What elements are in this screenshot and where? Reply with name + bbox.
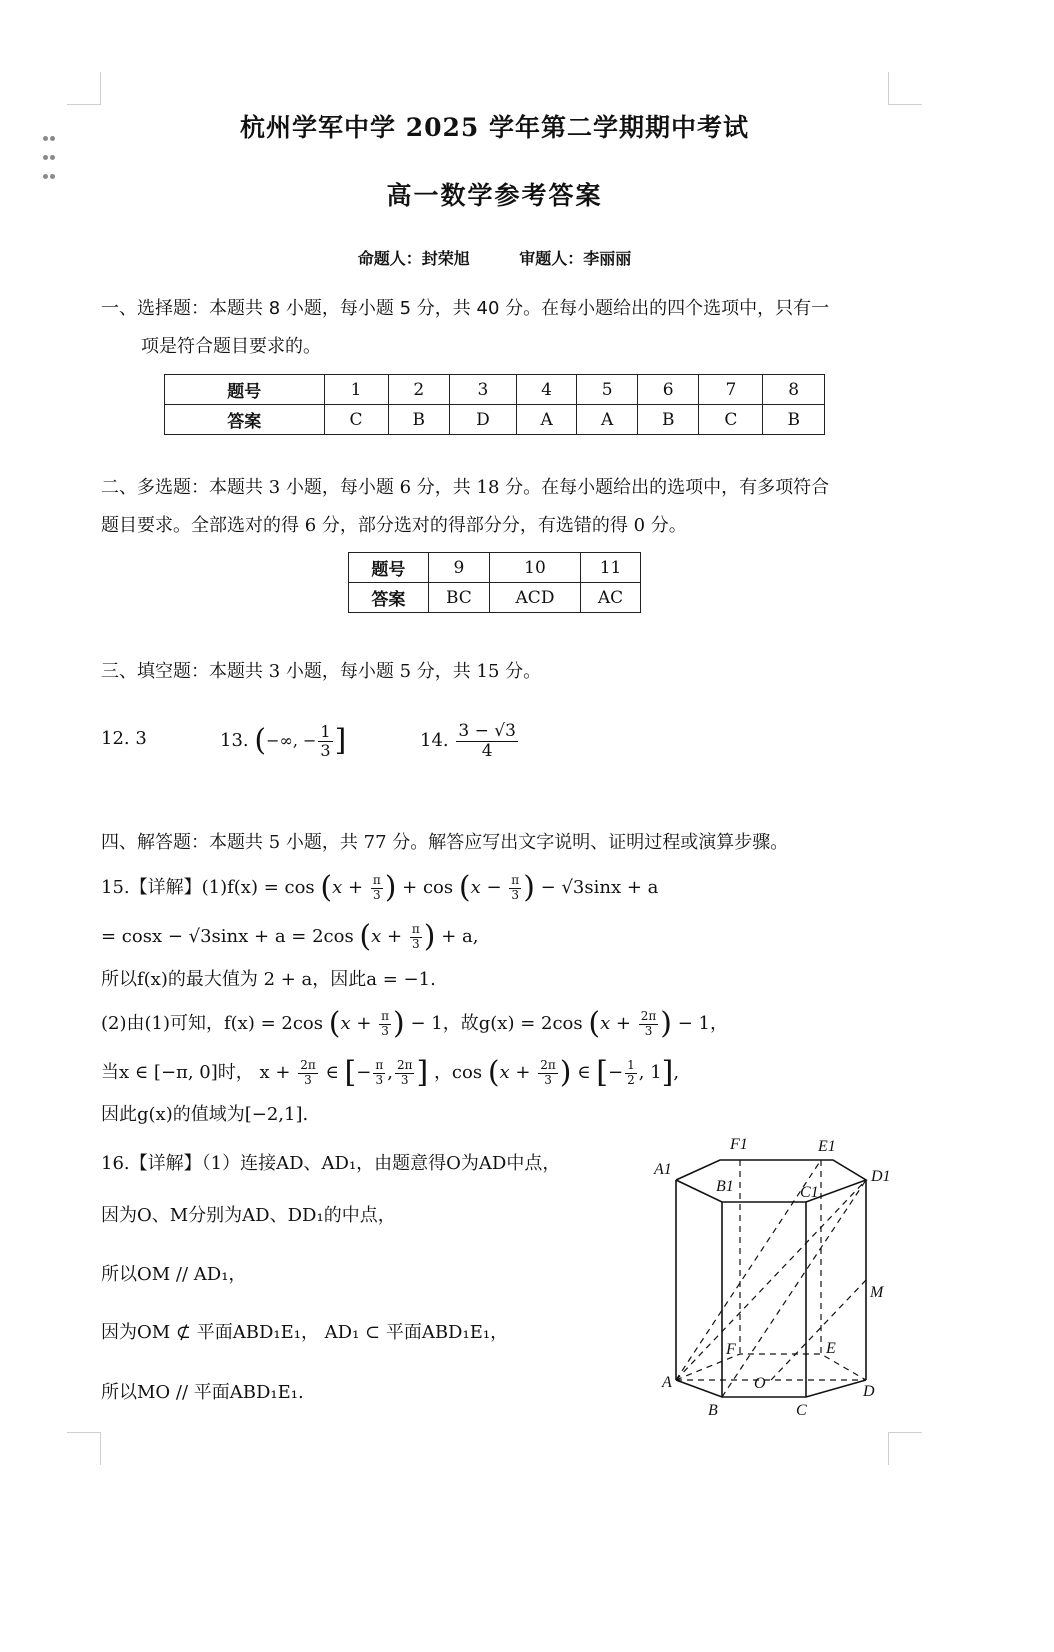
table-cell: B [388,405,450,435]
answer-14-fraction [456,722,518,760]
paren-open: ( [588,1006,601,1041]
denominator: 3 [381,1023,389,1038]
fraction [538,1059,558,1086]
label-B: B [708,1402,718,1419]
q16-line2: 因为O、M分别为AD、DD₁的中点， [101,1205,396,1226]
section2-heading [101,469,901,545]
answer-14 [420,714,520,768]
denominator: 3 [375,1072,384,1087]
answer-14-label: 14. [420,730,449,751]
section1-heading-line1: 一、选择题：本题共 8 小题，每小题 5 分，共 40 分。在每小题给出的四个选项中，只有一 [101,298,830,319]
bracket-open: [ [344,1055,357,1090]
q15-expr: 当x ∈ [−π, 0]时， x + [101,1062,291,1083]
crop-mark [888,72,889,105]
paren-close: ) [559,1055,572,1090]
answer-13-label: 13. [220,730,249,751]
label-A: A [662,1374,672,1391]
hidden-edge [722,1180,866,1397]
fraction [625,1059,637,1086]
q15-expr: = cosx − √3sinx + a = 2cos [101,926,354,947]
numerator: 1 [320,721,331,741]
q16-line5: 所以MO // 平面ABD₁E₁. [101,1382,304,1403]
fraction [379,1010,391,1037]
bracket-close: ] [661,1055,674,1090]
table-row-questions [349,553,641,583]
table-header-cell: 答案 [165,405,325,435]
table-cell: B [763,405,825,435]
q15-expr: x + [332,877,364,898]
q15-expr: ∈ [325,1062,339,1083]
q15-line6: 因此g(x)的值域为[−2,1]. [101,1104,309,1125]
crop-mark [888,1432,922,1433]
table-cell: 10 [489,553,580,583]
table-header-cell: 答案 [349,583,429,613]
label-E: E [826,1340,836,1357]
q15-expr: − 1， [677,1013,729,1034]
table-cell: D [450,405,517,435]
label-M: M [870,1284,884,1301]
section1-heading-line2: 项是符合题目要求的。 [141,336,321,357]
fraction [395,1059,415,1086]
crop-mark [67,104,101,105]
numerator: 3 − √3 [458,720,516,741]
q15-expr: , [673,1062,680,1083]
table-cell: 9 [428,553,489,583]
table-cell: 2 [388,375,450,405]
denominator: 3 [400,1072,409,1087]
page-title: 杭州学军中学 2025 学年第二学期期中考试 [240,113,749,142]
q15-expr: − √3sinx + a [540,877,659,898]
crop-mark [67,1432,101,1433]
label-E1: E1 [818,1138,836,1155]
denominator: 3 [411,936,420,951]
numerator: 2π [640,1009,657,1024]
fraction [639,1010,659,1037]
table-cell: 8 [763,375,825,405]
fraction [373,1059,385,1086]
paren-close: ) [423,919,436,954]
q15-prefix: 15.【详解】(1) [101,877,228,898]
label-O: O [754,1375,766,1392]
q15-expr: x + [600,1013,632,1034]
table-cell: 6 [637,375,699,405]
label-F: F [726,1341,736,1358]
q15-expr: − [608,1062,624,1083]
answer-13-text: −∞, − [266,731,317,750]
numerator: π [381,1009,390,1024]
q16-line3: 所以OM // AD₁， [101,1264,247,1285]
q15-line5 [101,1053,679,1093]
table-cell: 11 [581,553,641,583]
bracket-close: ] [416,1055,429,1090]
fraction [410,923,422,950]
q15-line1 [101,868,658,908]
q15-expr: f(x) = cos [227,877,315,898]
q16-line1: 16.【详解】（1）连接AD、AD₁，由题意得O为AD中点， [101,1153,561,1174]
section2-heading-line2: 题目要求。全部选对的得 6 分，部分选对的得部分分，有选错的得 0 分。 [101,515,687,536]
reviewer-label: 审题人：李丽丽 [519,249,632,268]
table-cell: C [699,405,763,435]
q15-expr: (2)由(1)可知，f(x) = 2cos [101,1013,323,1034]
label-C1: C1 [800,1184,819,1201]
q15-expr: , [387,1062,393,1083]
bracket-open: [ [596,1055,609,1090]
table-cell: B [637,405,699,435]
denominator: 3 [511,887,520,902]
q15-expr: + cos [402,877,454,898]
bracket-open: ( [254,723,267,758]
table-cell: AC [581,583,641,613]
page-subtitle: 高一数学参考答案 [386,181,603,210]
bracket-close: ] [334,723,347,758]
hidden-edge [676,1180,866,1380]
table-cell: 3 [450,375,517,405]
denominator: 3 [320,740,331,760]
numerator: 2π [396,1058,413,1073]
paren-open: ( [487,1055,500,1090]
table-row-answers [349,583,641,613]
label-F1: F1 [730,1136,748,1153]
section2-answer-table [348,552,641,613]
section1-answer-table [164,374,825,435]
numerator: 2π [540,1058,556,1073]
table-cell: A [516,405,577,435]
table-cell: A [577,405,638,435]
numerator: π [511,873,520,888]
section2-heading-line1: 二、多选题：本题共 3 小题，每小题 6 分，共 18 分。在每小题给出的选项中，有多项符合 [101,477,830,498]
author-label: 命题人：封荣旭 [357,249,470,268]
hexagonal-prism-figure [640,1125,900,1425]
denominator: 3 [304,1072,312,1087]
label-B1: B1 [716,1178,734,1195]
q15-line2 [101,917,478,957]
paren-open: ( [359,919,372,954]
denominator: 3 [644,1023,653,1038]
section4-heading: 四、解答题：本题共 5 小题，共 77 分。解答应写出文字说明、证明过程或演算步骤。 [101,832,789,853]
q15-expr: x + [499,1062,531,1083]
label-D1: D1 [871,1168,891,1185]
table-header-cell: 题号 [349,553,429,583]
paren-close: ) [384,870,397,905]
fraction [371,874,383,901]
q15-expr: x + [371,926,403,947]
q15-expr: ∈ [577,1062,591,1083]
paren-close: ) [393,1006,405,1041]
crop-mark [100,1432,101,1465]
numerator: π [372,873,381,888]
table-cell: 4 [516,375,577,405]
label-C: C [796,1402,807,1419]
q15-expr: ，cos [433,1062,483,1083]
paren-open: ( [458,870,471,905]
crop-mark [888,1432,889,1465]
denominator: 3 [544,1072,552,1087]
numerator: 2π [300,1058,316,1073]
q15-expr: − 1，故g(x) = 2cos [410,1013,583,1034]
table-row-questions [165,375,825,405]
q15-expr: − [356,1062,372,1083]
numerator: π [375,1058,384,1073]
q15-line4 [101,1004,728,1044]
label-A1: A1 [654,1161,672,1178]
table-cell: ACD [489,583,580,613]
fraction [298,1059,318,1086]
q16-line4: 因为OM ⊄ 平面ABD₁E₁， AD₁ ⊂ 平面ABD₁E₁， [101,1322,509,1343]
answer-12: 12. 3 [101,728,147,749]
paren-close: ) [523,870,535,905]
denominator: 2 [627,1072,635,1087]
q15-expr: x + [340,1013,372,1034]
crop-mark [100,72,101,105]
table-cell: BC [428,583,489,613]
crop-mark [888,104,922,105]
paren-close: ) [660,1006,673,1041]
prism-edge [676,1160,866,1202]
q15-expr: x − [470,877,502,898]
numerator: π [411,922,420,937]
q15-expr: , 1 [638,1062,662,1083]
section1-heading [101,290,901,366]
answer-13-fraction [318,723,332,759]
table-cell: 7 [699,375,763,405]
table-row-answers [165,405,825,435]
hidden-edge [771,1280,866,1380]
paren-open: ( [320,870,333,905]
table-cell: 5 [577,375,638,405]
prism-edge [676,1380,866,1397]
paren-open: ( [328,1006,341,1041]
label-D: D [863,1383,875,1400]
q15-expr: + a, [441,926,479,947]
table-cell: C [324,405,388,435]
authors-line [0,246,989,269]
table-cell: 1 [324,375,388,405]
hidden-edge [676,1354,866,1380]
fraction [509,874,521,901]
numerator: 1 [627,1058,635,1073]
answer-13 [220,714,346,768]
table-header-cell: 题号 [165,375,325,405]
section3-heading: 三、填空题：本题共 3 小题，每小题 5 分，共 15 分。 [101,661,542,682]
q15-line3: 所以f(x)的最大值为 2 + a，因此a = −1. [101,969,436,990]
denominator: 3 [372,887,381,902]
denominator: 4 [481,740,493,761]
